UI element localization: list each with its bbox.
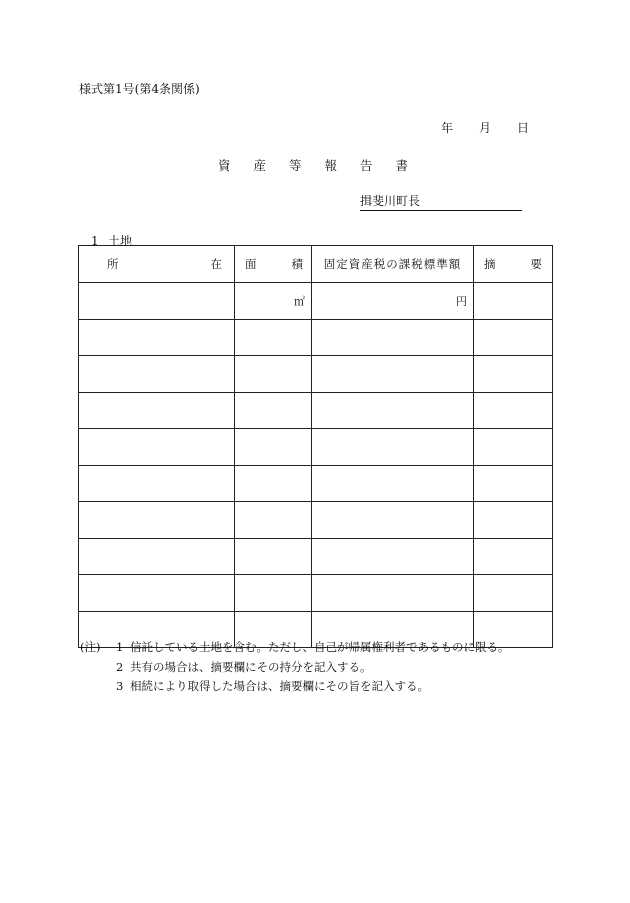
cell-location[interactable] [79,465,235,502]
note-item [80,658,510,678]
notes [80,638,510,697]
cell-area[interactable] [235,465,312,502]
note-number: 2 [116,659,124,674]
date-month-label: 月 [479,121,492,135]
cell-tax-unit[interactable] [312,283,474,320]
form-number: 様式第1号(第4条関係) [79,82,200,96]
table-header-row [79,246,553,283]
cell-location[interactable] [79,575,235,612]
cell-location[interactable] [79,283,235,320]
section-label: 土地 [108,234,133,248]
header-remarks [474,246,553,283]
cell-tax-base[interactable] [312,538,474,575]
cell-area-unit[interactable] [235,283,312,320]
note-text: 信託している土地を含む。ただし、自己が帰属権利者であるものに限る。 [130,640,510,654]
note-item [80,677,510,697]
cell-remarks[interactable] [474,392,553,429]
table-row [79,465,553,502]
recipient-line: 揖斐川町長 [360,192,522,211]
header-location [79,246,235,283]
table-body [79,283,553,648]
cell-location[interactable] [79,502,235,539]
date-year-label: 年 [441,121,454,135]
cell-tax-base[interactable] [312,465,474,502]
cell-area[interactable] [235,319,312,356]
cell-remarks[interactable] [474,538,553,575]
cell-remarks[interactable] [474,575,553,612]
table-row [79,356,553,393]
cell-remarks[interactable] [474,429,553,466]
document-title: 資産等報告書 [218,158,432,173]
section-number: 1 [91,234,99,248]
cell-remarks[interactable] [474,465,553,502]
cell-area[interactable] [235,392,312,429]
cell-remarks[interactable] [474,356,553,393]
note-text: 共有の場合は、摘要欄にその持分を記入する。 [130,659,372,674]
header-remarks-char1: 摘 [484,257,496,271]
table-row [79,319,553,356]
cell-tax-base[interactable] [312,319,474,356]
cell-remarks[interactable] [474,283,553,320]
note-number: 3 [116,679,124,693]
cell-area[interactable] [235,575,312,612]
cell-location[interactable] [79,392,235,429]
date-day-label: 日 [517,121,530,135]
cell-remarks[interactable] [474,502,553,539]
header-remarks-char2: 要 [530,257,542,271]
cell-tax-base[interactable] [312,392,474,429]
cell-tax-base[interactable] [312,429,474,466]
cell-location[interactable] [79,356,235,393]
header-tax-base-label: 固定資産税の課税標準額 [323,257,462,271]
cell-location[interactable] [79,429,235,466]
header-area [235,246,312,283]
cell-area[interactable] [235,429,312,466]
cell-tax-base[interactable] [312,356,474,393]
note-number: 1 [116,640,124,654]
area-unit: ㎡ [294,294,305,308]
cell-area[interactable] [235,356,312,393]
header-location-char1: 所 [107,257,119,271]
land-table [78,245,553,648]
table-row [79,283,553,320]
header-location-char2: 在 [210,257,222,271]
cell-remarks[interactable] [474,319,553,356]
notes-label: (注) [80,640,101,654]
cell-tax-base[interactable] [312,575,474,612]
cell-location[interactable] [79,538,235,575]
note-text: 相続により取得した場合は、摘要欄にその旨を記入する。 [130,679,429,693]
note-item [80,638,510,658]
header-area-char1: 面 [245,257,257,271]
header-tax-base [312,246,474,283]
cell-area[interactable] [235,538,312,575]
table-row [79,392,553,429]
table-row [79,502,553,539]
tax-unit: 円 [456,294,467,308]
header-area-char2: 積 [291,257,303,271]
date-line [441,119,529,136]
table-row [79,538,553,575]
table-row [79,429,553,466]
table-row [79,575,553,612]
cell-tax-base[interactable] [312,502,474,539]
cell-location[interactable] [79,319,235,356]
cell-area[interactable] [235,502,312,539]
